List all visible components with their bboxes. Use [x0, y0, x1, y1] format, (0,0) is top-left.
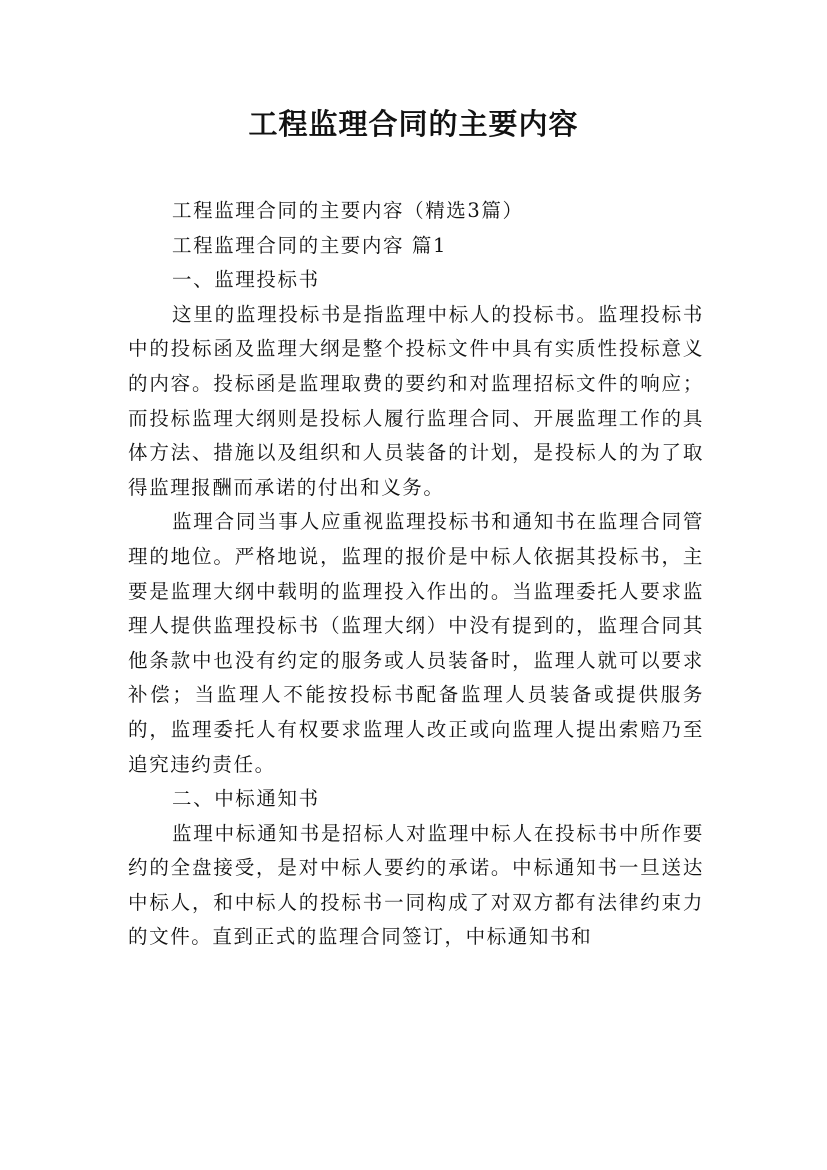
body-paragraph: 监理合同当事人应重视监理投标书和通知书在监理合同管理的地位。严格地说，监理的报价是中标人依据其投标书，主要是监理大纲中载明的监理投入作出的。当监理委托人要求监理人提供监理投标书（监理大纲）中没有提到的，监理合同其他条款中也没有约定的服务或人员装备时，监理人就可以要求补偿；当监理人不能按投标书配备监理人员装备或提供服务的，监理委托人有权要求监理人改正或向监理人提出索赔乃至追究违约责任。 [128, 510, 704, 776]
body-paragraph: 这里的监理投标书是指监理中标人的投标书。监理投标书中的投标函及监理大纲是整个投标文件中具有实质性投标意义的内容。投标函是监理取费的要约和对监理招标文件的响应；而投标监理大纲则是投标人履行监理合同、开展监理工作的具体方法、措施以及组织和人员装备的计划，是投标人的为了取得监理报酬而承诺的付出和义务。 [128, 302, 704, 499]
body-paragraph: 监理中标通知书是招标人对监理中标人在投标书中所作要约的全盘接受，是对中标人要约的承诺。中标通知书一旦送达中标人，和中标人的投标书一同构成了对双方都有法律约束力的文件。直到正式的监理合同签订，中标通知书和 [128, 821, 704, 949]
section-heading-award-notice: 二、中标通知书 [172, 787, 320, 811]
section-heading-article: 工程监理合同的主要内容 篇1 [172, 233, 448, 257]
subtitle-paragraph: 工程监理合同的主要内容（精选3篇） [172, 199, 524, 222]
section-heading-bid-document: 一、监理投标书 [172, 268, 320, 292]
document-body [128, 194, 704, 955]
document-title: 工程监理合同的主要内容 [248, 107, 579, 141]
